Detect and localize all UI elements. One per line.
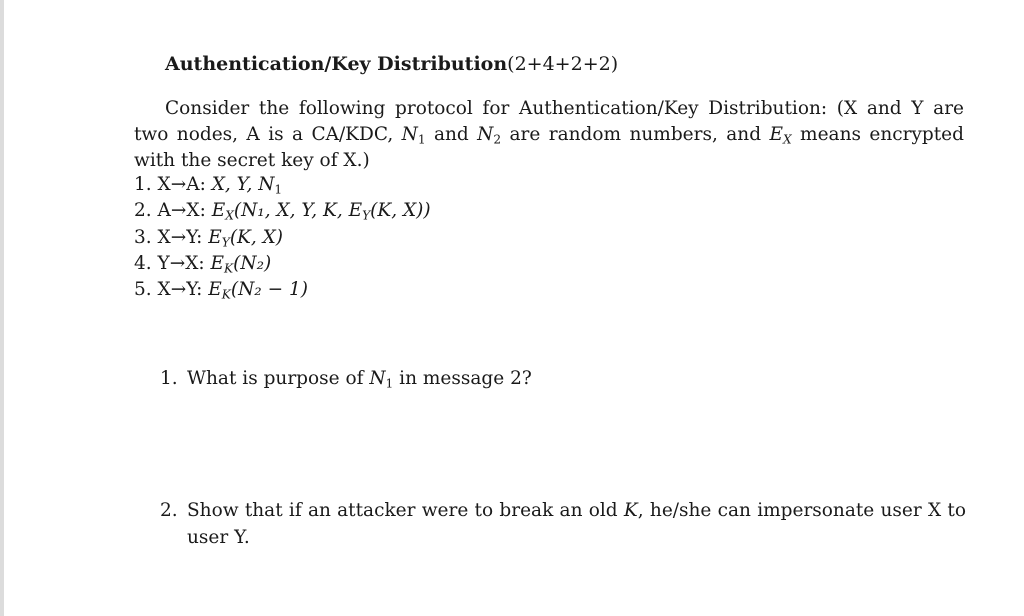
- step-arguments: (K, X): [229, 226, 284, 248]
- protocol-steps: [134, 172, 431, 303]
- protocol-step: [134, 172, 431, 198]
- ex-subscript: X: [782, 132, 792, 147]
- intro-text: Consider the following protocol for Authentication/Key Distribution: (X and Y are two nodes, A is a CA/KDC,: [134, 98, 964, 145]
- ex-symbol: E: [769, 124, 783, 145]
- question-text-part: in message 2?: [393, 368, 532, 389]
- intro-paragraph: [134, 96, 964, 174]
- step-subscript: K: [221, 287, 231, 302]
- step-arguments: (N₂ − 1): [230, 279, 308, 301]
- protocol-step: [134, 198, 431, 224]
- question-text-part: , he/she can impersonate user X to user Y.: [187, 500, 966, 548]
- step-expression: E: [208, 226, 222, 248]
- step-subscript: 1: [274, 182, 283, 197]
- protocol-step: [134, 277, 431, 303]
- step-arguments: (K, X)): [370, 200, 431, 222]
- step-label: 1. X→A:: [134, 174, 212, 195]
- intro-text: and: [425, 124, 478, 145]
- n2-symbol: N: [477, 124, 494, 145]
- question-text-part: Show that if an attacker were to break an old: [187, 500, 624, 521]
- n1-symbol: N: [401, 124, 418, 145]
- question-number: 2.: [160, 500, 178, 521]
- step-expression: X, Y, N: [211, 174, 275, 195]
- question-text: [187, 365, 966, 392]
- step-label: 3. X→Y:: [134, 226, 209, 248]
- step-label: 2. A→X:: [134, 200, 212, 222]
- n2-subscript: 2: [493, 132, 502, 147]
- question-subscript: 1: [385, 376, 394, 391]
- step-label: 5. X→Y:: [134, 279, 209, 301]
- section-heading: [165, 53, 618, 75]
- step-subscript: Y: [221, 235, 230, 249]
- step-subscript: K: [224, 261, 234, 276]
- step-expression: E: [208, 279, 222, 301]
- protocol-description: [134, 96, 964, 174]
- question-text-part: What is purpose of: [187, 368, 370, 389]
- step-subscript: Y: [362, 208, 371, 223]
- step-expression: E: [210, 252, 225, 274]
- section-title: Authentication/Key Distribution: [165, 53, 508, 75]
- step-label: 4. Y→X:: [134, 252, 211, 274]
- section-marks: (2+4+2+2): [507, 53, 619, 75]
- step-arguments: (N₁, X, Y, K, E: [233, 200, 363, 222]
- question-number: 1.: [160, 368, 178, 389]
- question-symbol: N: [369, 368, 386, 389]
- n1-subscript: 1: [417, 132, 426, 147]
- question-2: [160, 497, 966, 551]
- intro-text: are random numbers, and: [501, 124, 770, 145]
- protocol-step: [134, 225, 431, 251]
- protocol-step: [134, 251, 431, 277]
- intro-text: means encrypted with the secret key of X.): [134, 124, 964, 171]
- question-text: [187, 497, 966, 551]
- step-arguments: (N₂): [233, 252, 272, 274]
- question-1: [160, 365, 966, 392]
- step-expression: E: [211, 200, 226, 222]
- question-symbol: K: [623, 500, 638, 521]
- step-subscript: X: [225, 208, 234, 223]
